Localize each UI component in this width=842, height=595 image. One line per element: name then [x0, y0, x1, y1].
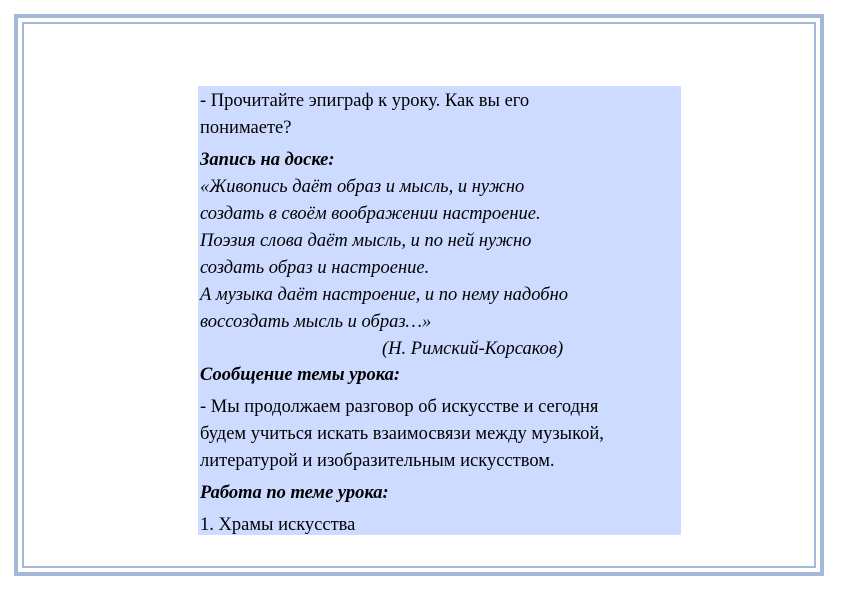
topic-paragraph — [200, 394, 679, 475]
topic-line: - Мы продолжаем разговор об искусстве и сегодня — [200, 397, 599, 417]
board-heading: Запись на доске: — [200, 150, 335, 170]
quote-line: «Живопись даёт образ и мысль, и нужно — [200, 177, 525, 197]
quote-line: Поэзия слова даёт мысль, и по ней нужно — [200, 231, 532, 251]
question-paragraph — [200, 88, 679, 142]
topic-heading: Сообщение темы урока: — [200, 365, 401, 385]
epigraph-quote — [200, 174, 679, 336]
lesson-text-box — [198, 86, 681, 535]
question-line: - Прочитайте эпиграф к уроку. Как вы его — [200, 91, 530, 111]
topic-line: будем учиться искать взаимосвязи между музыкой, — [200, 424, 604, 444]
question-line: понимаете? — [200, 118, 292, 138]
quote-line: воссоздать мысль и образ…» — [200, 312, 432, 332]
quote-author: (Н. Римский-Корсаков) — [382, 339, 564, 359]
work-heading: Работа по теме урока: — [200, 483, 389, 503]
topic-line: литературой и изобразительным искусством. — [200, 451, 555, 471]
quote-line: создать в своём воображении настроение. — [200, 204, 541, 224]
quote-line: создать образ и настроение. — [200, 258, 430, 278]
quote-line: А музыка даёт настроение, и по нему надобно — [200, 285, 569, 305]
first-list-item: 1. Храмы искусства — [200, 515, 356, 535]
